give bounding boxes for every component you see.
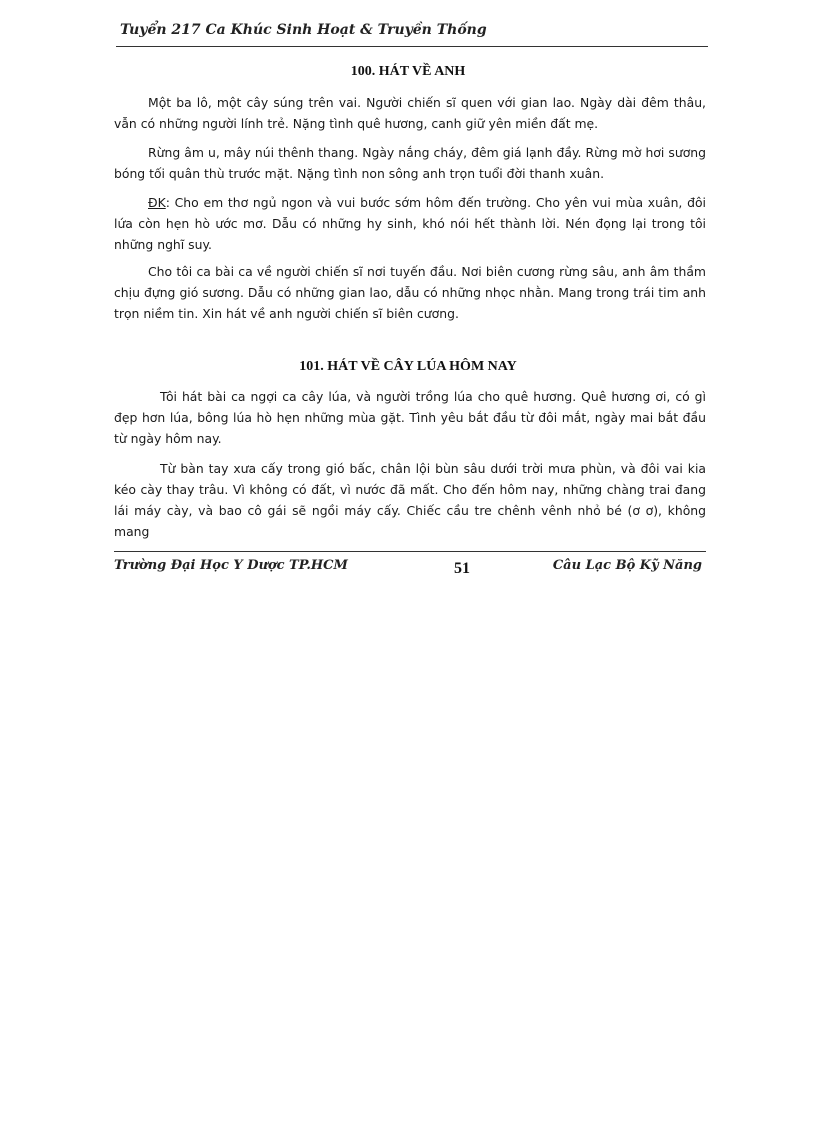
song-100-verse-1: Một ba lô, một cây súng trên vai. Người chiến sĩ quen với gian lao. Ngày dài đêm thâu, vẫn có những người lính trẻ. Nặng tình quê hương, canh giữ yên miền đất mẹ. xyxy=(114,95,706,131)
header-title: Tuyển 217 Ca Khúc Sinh Hoạt & Truyền Thống xyxy=(120,22,487,38)
song-101-verse-1: Tôi hát bài ca ngợi ca cây lúa, và người trồng lúa cho quê hương. Quê hương ơi, có gì đẹp hơn lúa, bông lúa hò hẹn những mùa gặt. Tình yêu bắt đầu từ đôi mắt, ngày mai bắt đầu từ ngày hôm nay. xyxy=(114,389,706,446)
song-100-chorus xyxy=(114,192,706,255)
page-number: 51 xyxy=(454,560,470,577)
song-100-verse-2: Rừng âm u, mây núi thênh thang. Ngày nắng cháy, đêm giá lạnh đầy. Rừng mờ hơi sương bóng tối quân thù trước mặt. Nặng tình non sông anh trọn tuổi đời thanh xuân. xyxy=(114,145,706,181)
song-title-101: 101. HÁT VỀ CÂY LÚA HÔM NAY xyxy=(299,359,517,374)
footer-club: Câu Lạc Bộ Kỹ Năng xyxy=(552,558,702,573)
chorus-text: : Cho em thơ ngủ ngon và vui bước sớm hôm đến trường. Cho yên vui mùa xuân, đôi lứa còn hẹn hò ước mơ. Dẫu có những hy sinh, khó nói hết thành lời. Nén đọng lại trong tôi những nghĩ suy. xyxy=(114,195,706,252)
song-101-verse-2: Từ bàn tay xưa cấy trong gió bấc, chân lội bùn sâu dưới trời mưa phùn, và đôi vai kia kéo cày thay trâu. Vì không có đất, vì nước đã mất. Cho đến hôm nay, những chàng trai đang lái máy cày, và bao cô gái sẽ ngồi máy cấy. Chiếc cầu tre chênh vênh nhỏ bé (ơ ơ), không mang xyxy=(114,461,706,539)
page-footer xyxy=(114,551,706,582)
page-header xyxy=(116,16,708,47)
song-100-verse-3: Cho tôi ca bài ca về người chiến sĩ nơi tuyến đầu. Nơi biên cương rừng sâu, anh âm thầm chịu đựng gió sương. Dẫu có những gian lao, dẫu có những nhọc nhằn. Mang trong trái tim anh trọn niềm tin. Xin hát về anh người chiến sĩ biên cương. xyxy=(114,264,706,321)
footer-school: Trường Đại Học Y Dược TP.HCM xyxy=(114,558,348,573)
song-title-100: 100. HÁT VỀ ANH xyxy=(350,64,466,79)
chorus-label: ĐK xyxy=(148,195,166,210)
